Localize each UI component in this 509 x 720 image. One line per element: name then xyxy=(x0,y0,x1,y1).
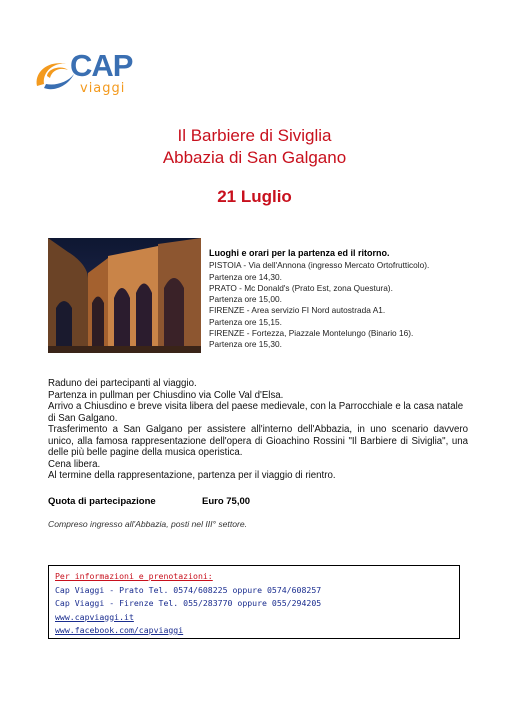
website-link[interactable]: www.capviaggi.it xyxy=(55,611,134,622)
departures-heading: Luoghi e orari per la partenza ed il ritorno. xyxy=(209,248,390,258)
cap-viaggi-logo xyxy=(32,50,142,100)
departure-line: PRATO - Mc Donald's (Prato Est, zona Questura). xyxy=(209,282,393,293)
program-text xyxy=(48,378,468,482)
program-line: Cena libera. xyxy=(48,458,101,470)
departure-line: FIRENZE - Area servizio FI Nord autostrada A1. xyxy=(209,305,386,316)
departure-line: Partenza ore 15,15. xyxy=(209,316,282,327)
program-line: Raduno dei partecipanti al viaggio. xyxy=(48,378,197,389)
contact-prato: Cap Viaggi - Prato Tel. 0574/608225 oppure 0574/608257 xyxy=(55,584,322,595)
program-line: Al termine della rappresentazione, partenza per il viaggio di rientro. xyxy=(48,470,336,481)
departure-line: Partenza ore 14,30. xyxy=(209,271,282,282)
facebook-link[interactable]: www.facebook.com/capviaggi xyxy=(55,625,184,635)
logo-sub-text: viaggi xyxy=(80,81,126,96)
abbey-photo xyxy=(48,238,201,353)
program-line: Partenza in pullman per Chiusdino via Colle Val d'Elsa. xyxy=(48,389,284,401)
price-note: Compreso ingresso all'Abbazia, posti nel III° settore. xyxy=(48,519,248,529)
departure-line: Partenza ore 15,00. xyxy=(209,294,282,305)
event-title: Il Barbiere di Siviglia xyxy=(177,126,332,145)
logo-brand-text: CAP xyxy=(70,48,133,83)
departure-line: PISTOIA - Via dell'Annona (ingresso Mercato Ortofrutticolo). xyxy=(209,260,430,271)
contact-heading: Per informazioni e prenotazioni: xyxy=(55,571,213,581)
program-line: Arrivo a Chiusdino e breve visita libera del paese medievale, con la Parrocchiale e la casa natale di San Galgano. xyxy=(48,401,464,424)
departure-line: FIRENZE - Fortezza, Piazzale Montelungo (Binario 16). xyxy=(209,328,414,339)
event-venue: Abbazia di San Galgano xyxy=(162,148,347,167)
departure-line: Partenza ore 15,30. xyxy=(209,339,282,350)
price-row xyxy=(48,496,250,507)
price-value: Euro 75,00 xyxy=(202,496,251,507)
program-line: Trasferimento a San Galgano per assistere all'interno dell'Abbazia, in uno scenario davvero unico, alla famosa rappresentazione dell'opera di Gioachino Rossini "Il Barbiere di Siviglia", una delle più belle pagine della musica operistica. xyxy=(48,424,468,458)
departures-box xyxy=(209,248,469,351)
price-label: Quota di partecipazione xyxy=(48,496,156,507)
contact-firenze: Cap Viaggi - Firenze Tel. 055/283770 oppure 055/294205 xyxy=(55,598,322,608)
event-date: 21 Luglio xyxy=(217,187,292,206)
contact-box xyxy=(48,565,460,639)
